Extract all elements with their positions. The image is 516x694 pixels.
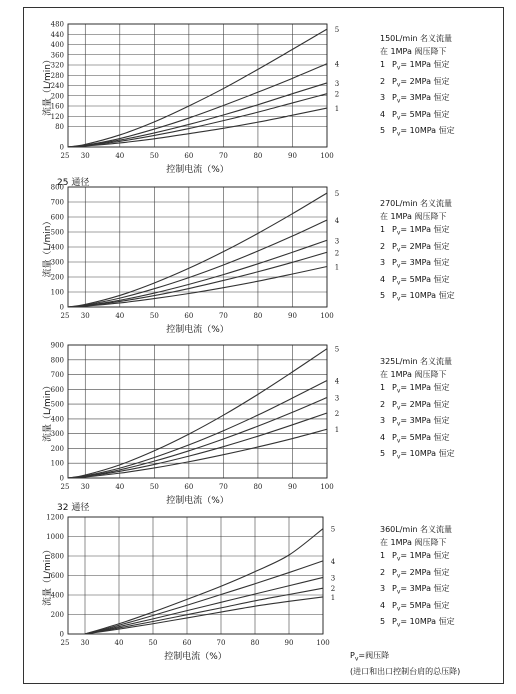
- y-tick-label: 700: [50, 371, 64, 380]
- legend-row-number: 3: [380, 416, 386, 426]
- curve-label-5: 5: [330, 525, 336, 534]
- curve-label-3: 3: [330, 574, 336, 583]
- x-tick-label: 50: [149, 312, 159, 320]
- curve-label-4: 4: [334, 60, 340, 69]
- legend-row-number: 5: [380, 617, 386, 627]
- y-tick-label: 440: [50, 30, 64, 39]
- legend-1: [380, 32, 455, 141]
- legend-row-number: 4: [380, 274, 386, 284]
- note-line2: (进口和出口控制台肩的总压降): [350, 666, 461, 676]
- y-tick-label: 100: [50, 288, 64, 297]
- chart-3: [41, 342, 340, 507]
- legend-row-number: 1: [380, 551, 386, 560]
- legend-row-text: $P_v= 1MPa$ 恒定: [392, 60, 450, 72]
- x-tick-label: 25: [60, 483, 70, 491]
- x-tick-label: 50: [148, 639, 158, 647]
- curve-label-3: 3: [334, 237, 340, 246]
- legend-row-text: $P_v= 5MPa$ 恒定: [392, 109, 450, 122]
- legend-title: 270L/min 名义流量: [380, 199, 453, 208]
- y-tick-label: 0: [59, 143, 64, 152]
- legend-row-number: 2: [380, 567, 386, 577]
- series-line-5: [68, 193, 327, 307]
- legend-row: [380, 566, 455, 583]
- curve-label-3: 3: [334, 79, 340, 88]
- legend-row-number: 4: [380, 432, 386, 442]
- legend-row-number: 2: [380, 241, 386, 251]
- x-tick-label: 60: [184, 483, 194, 491]
- x-tick-label: 60: [184, 152, 194, 160]
- y-tick-label: 800: [50, 356, 64, 365]
- curve-label-4: 4: [334, 217, 340, 225]
- legend-row: [380, 273, 455, 290]
- plot-frame: [68, 345, 327, 478]
- y-tick-label: 300: [50, 430, 64, 439]
- series-line-5: [68, 29, 327, 147]
- legend-row-text: $P_v= 3MPa$ 恒定: [392, 258, 450, 270]
- x-tick-label: 50: [149, 483, 159, 491]
- legend-subtitle: 在 1MPa 阀压降下: [380, 538, 447, 547]
- curve-label-4: 4: [334, 377, 340, 386]
- legend-row-text: $P_v= 1MPa$ 恒定: [392, 551, 450, 563]
- y-tick-label: 600: [50, 213, 64, 222]
- y-tick-label: 1000: [46, 533, 64, 541]
- x-tick-label: 70: [218, 152, 228, 160]
- chart-4: [41, 514, 336, 663]
- legend-row-text: $P_v= 1MPa$ 恒定: [392, 383, 450, 395]
- chart-2: [41, 184, 340, 336]
- legend-row: [380, 615, 455, 632]
- x-tick-label: 30: [80, 312, 90, 320]
- y-tick-label: 320: [50, 61, 64, 70]
- legend-subtitle: 在 1MPa 阀压降下: [380, 47, 447, 56]
- x-tick-label: 100: [320, 483, 334, 491]
- legend-title: 150L/min 名义流量: [380, 34, 453, 43]
- legend-row-text: $P_v= 5MPa$ 恒定: [392, 274, 450, 287]
- curve-label-2: 2: [334, 90, 340, 99]
- curve-label-1: 1: [334, 426, 340, 435]
- x-tick-label: 90: [288, 152, 297, 160]
- legend-row: [380, 289, 455, 306]
- legend-row-number: 1: [380, 225, 386, 234]
- curve-label-1: 1: [334, 263, 340, 272]
- legend-row: [380, 549, 455, 566]
- legend-subtitle: 在 1MPa 阀压降下: [380, 370, 447, 379]
- legend-row: [380, 381, 455, 398]
- y-tick-label: 160: [50, 102, 64, 111]
- legend-row-text: $P_v= 2MPa$ 恒定: [392, 567, 450, 580]
- series-line-4: [68, 64, 327, 147]
- section-label-25: 25 通径: [57, 178, 90, 188]
- x-tick-label: 30: [80, 152, 90, 160]
- y-tick-label: 600: [50, 385, 64, 394]
- curve-label-2: 2: [330, 585, 336, 594]
- y-tick-label: 80: [55, 123, 64, 131]
- series-line-3: [85, 577, 323, 634]
- x-tick-label: 80: [253, 152, 263, 160]
- legend-row-number: 2: [380, 399, 386, 409]
- y-tick-label: 240: [50, 82, 64, 90]
- y-tick-label: 360: [50, 51, 64, 60]
- series-line-3: [68, 240, 327, 307]
- series-line-5: [68, 349, 327, 478]
- legend-4: [380, 523, 455, 632]
- pressure-drop-note: [350, 650, 460, 678]
- legend-row-text: $P_v= 5MPa$ 恒定: [392, 600, 450, 613]
- legend-row: [380, 582, 455, 599]
- y-tick-label: 0: [59, 474, 64, 483]
- y-tick-label: 700: [50, 198, 64, 207]
- legend-row-text: $P_v= 10MPa$ 恒定: [392, 617, 455, 629]
- legend-row-text: $P_v= 3MPa$ 恒定: [392, 584, 450, 596]
- legend-row: [380, 431, 455, 448]
- legend-row: [380, 414, 455, 431]
- x-tick-label: 70: [218, 483, 228, 491]
- curve-label-2: 2: [334, 249, 340, 258]
- legend-row: [380, 447, 455, 464]
- legend-row-number: 5: [380, 126, 386, 136]
- x-axis-label: 控制电流（%）: [166, 165, 229, 175]
- curve-label-4: 4: [330, 557, 336, 566]
- legend-row: [380, 124, 455, 141]
- legend-2: [380, 197, 455, 306]
- y-axis-label: 流量（L/min）: [43, 54, 53, 117]
- legend-row-number: 4: [380, 109, 386, 119]
- legend-row: [380, 240, 455, 257]
- y-tick-label: 400: [50, 415, 64, 424]
- x-tick-label: 80: [250, 639, 260, 647]
- legend-row-text: $P_v= 2MPa$ 恒定: [392, 399, 450, 412]
- curve-label-5: 5: [334, 26, 340, 35]
- curve-label-3: 3: [334, 394, 340, 403]
- legend-row-text: $P_v= 10MPa$ 恒定: [392, 126, 455, 138]
- legend-subtitle: 在 1MPa 阀压降下: [380, 212, 447, 221]
- x-tick-label: 100: [320, 152, 334, 160]
- legend-row-text: $P_v= 1MPa$ 恒定: [392, 225, 450, 237]
- y-tick-label: 100: [50, 459, 64, 468]
- legend-row-number: 3: [380, 93, 386, 103]
- chart-1: [41, 21, 340, 176]
- legend-row-number: 2: [380, 76, 386, 86]
- y-tick-label: 600: [50, 572, 64, 580]
- x-tick-label: 80: [253, 483, 263, 491]
- x-tick-label: 40: [114, 639, 124, 647]
- legend-row-number: 1: [380, 383, 386, 392]
- curve-label-1: 1: [334, 105, 340, 114]
- legend-row: [380, 75, 455, 92]
- x-tick-label: 50: [149, 152, 159, 160]
- legend-row: [380, 108, 455, 125]
- legend-row-text: $P_v= 5MPa$ 恒定: [392, 432, 450, 445]
- legend-row: [380, 58, 455, 75]
- y-tick-label: 200: [50, 611, 64, 619]
- legend-row-number: 3: [380, 258, 386, 268]
- y-axis-label: 流量（L/min）: [43, 216, 53, 278]
- legend-row-number: 4: [380, 600, 386, 610]
- section-label-32: 32 通径: [57, 503, 90, 513]
- curve-label-5: 5: [334, 190, 340, 198]
- y-tick-label: 0: [59, 630, 64, 639]
- curve-label-2: 2: [334, 409, 340, 418]
- y-tick-label: 400: [50, 243, 64, 252]
- note-line1: $P_v=$阀压降: [350, 651, 390, 663]
- y-tick-label: 400: [50, 591, 64, 600]
- y-tick-label: 200: [50, 273, 64, 282]
- series-line-1: [85, 597, 323, 634]
- legend-row-text: $P_v= 3MPa$ 恒定: [392, 416, 450, 428]
- legend-row-text: $P_v= 3MPa$ 恒定: [392, 93, 450, 105]
- x-tick-label: 80: [253, 312, 263, 320]
- x-tick-label: 60: [182, 639, 192, 647]
- x-tick-label: 25: [60, 152, 70, 160]
- x-tick-label: 30: [80, 639, 90, 647]
- x-tick-label: 30: [80, 483, 90, 491]
- x-tick-label: 40: [115, 152, 125, 160]
- legend-row: [380, 256, 455, 273]
- y-tick-label: 800: [50, 183, 64, 192]
- x-axis-label: 控制电流（%）: [166, 496, 229, 506]
- legend-row: [380, 398, 455, 415]
- legend-row: [380, 599, 455, 616]
- x-tick-label: 100: [316, 639, 330, 647]
- curve-label-5: 5: [334, 345, 340, 354]
- legend-row-number: 3: [380, 584, 386, 594]
- curve-label-1: 1: [330, 593, 336, 602]
- x-tick-label: 60: [184, 312, 194, 320]
- legend-row-number: 5: [380, 449, 386, 459]
- legend-row-text: $P_v= 2MPa$ 恒定: [392, 76, 450, 89]
- x-tick-label: 40: [115, 312, 125, 320]
- y-tick-label: 500: [50, 228, 64, 237]
- x-tick-label: 25: [60, 312, 70, 320]
- y-tick-label: 800: [50, 552, 64, 561]
- legend-row-number: 5: [380, 291, 386, 301]
- y-axis-label: 流量（L/min）: [43, 380, 53, 443]
- y-tick-label: 900: [50, 341, 64, 350]
- y-tick-label: 120: [50, 112, 64, 121]
- y-tick-label: 500: [50, 400, 64, 409]
- x-tick-label: 90: [288, 312, 297, 320]
- legend-row-text: $P_v= 10MPa$ 恒定: [392, 449, 455, 461]
- legend-row: [380, 91, 455, 108]
- x-tick-label: 90: [288, 483, 297, 491]
- legend-row-number: 1: [380, 60, 386, 69]
- y-tick-label: 480: [50, 20, 64, 29]
- legend-title: 325L/min 名义流量: [380, 357, 453, 366]
- x-axis-label: 控制电流（%）: [164, 652, 227, 662]
- x-tick-label: 100: [320, 312, 334, 320]
- series-line-2: [68, 413, 327, 478]
- x-tick-label: 25: [60, 639, 70, 647]
- series-line-3: [68, 397, 327, 478]
- y-axis-label: 流量（L/min）: [43, 544, 53, 607]
- x-axis-label: 控制电流（%）: [166, 325, 229, 335]
- x-tick-label: 90: [284, 639, 294, 647]
- legend-row-text: $P_v= 10MPa$ 恒定: [392, 291, 455, 303]
- y-tick-label: 400: [50, 41, 64, 49]
- y-tick-label: 1200: [46, 513, 64, 522]
- x-tick-label: 70: [218, 312, 228, 320]
- y-tick-label: 300: [50, 258, 64, 267]
- y-tick-label: 200: [50, 444, 64, 453]
- legend-title: 360L/min 名义流量: [380, 525, 453, 534]
- x-tick-label: 70: [216, 639, 226, 647]
- legend-row-text: $P_v= 2MPa$ 恒定: [392, 241, 450, 254]
- y-tick-label: 0: [59, 303, 64, 312]
- legend-3: [380, 355, 455, 464]
- series-line-5: [85, 529, 323, 634]
- legend-row: [380, 223, 455, 240]
- y-tick-label: 280: [50, 71, 64, 80]
- y-tick-label: 200: [50, 92, 64, 101]
- x-tick-label: 40: [115, 483, 125, 491]
